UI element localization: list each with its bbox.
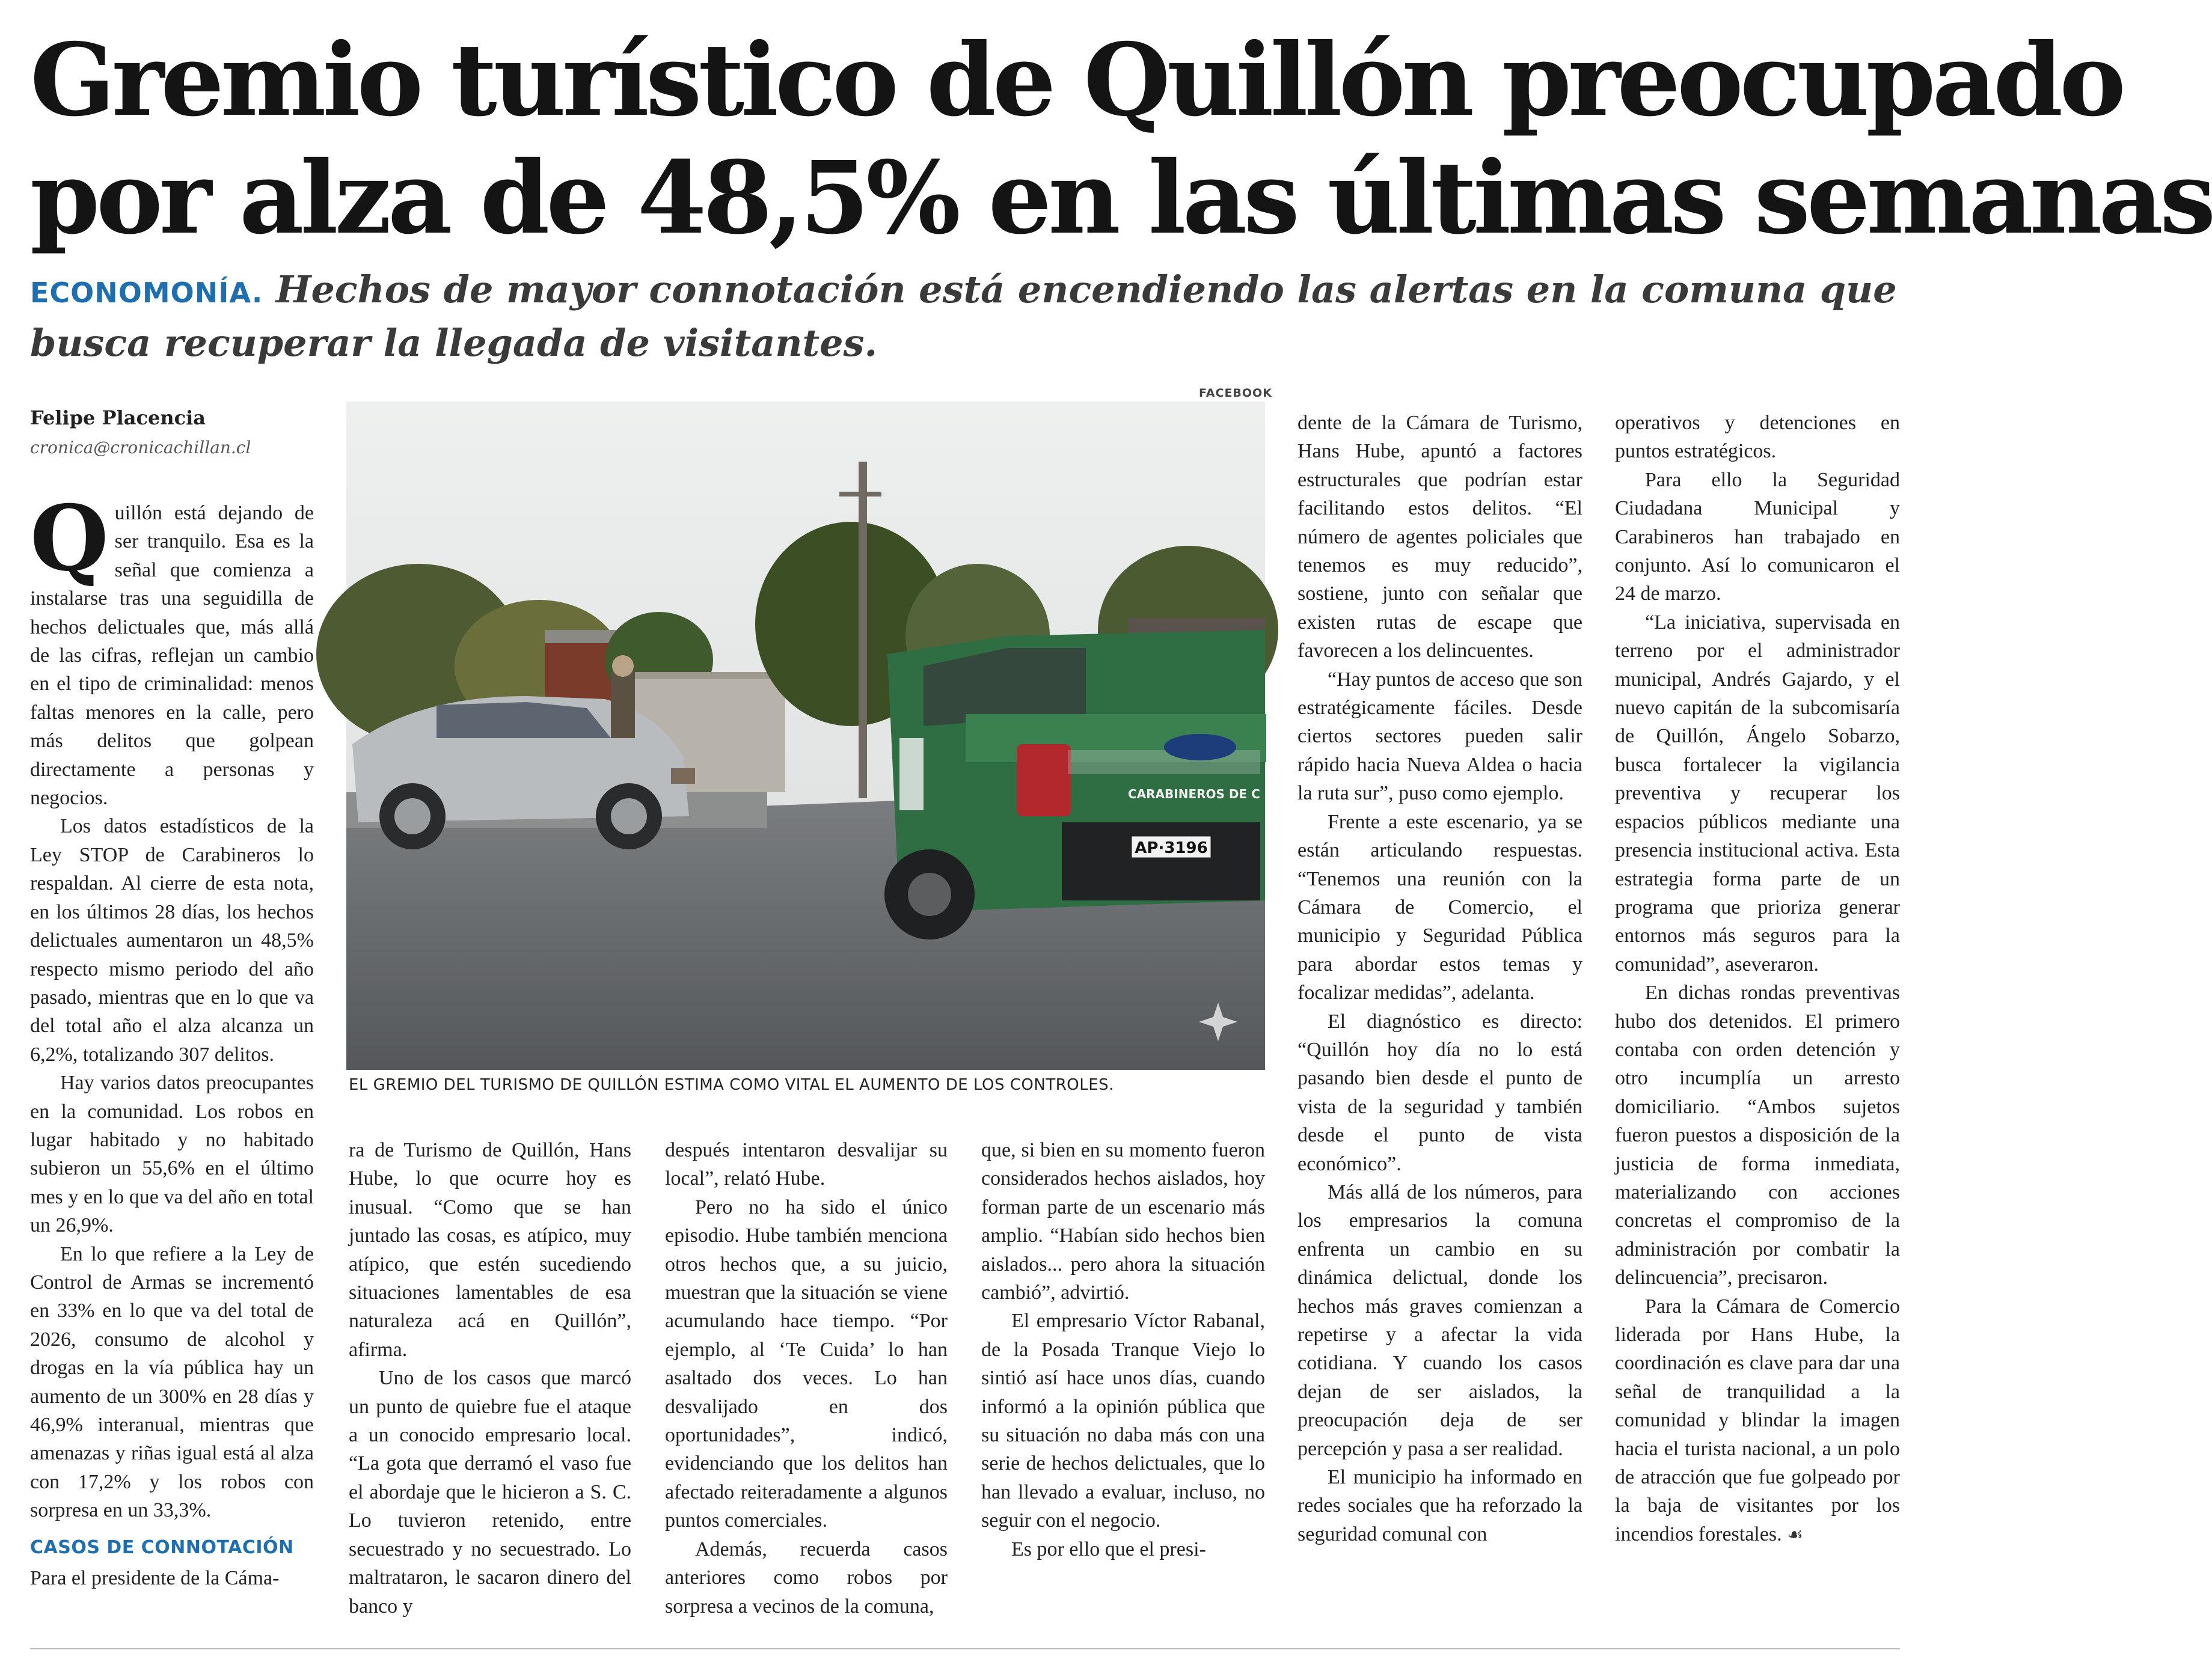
vehicle-label: CARABINEROS DE C bbox=[1128, 787, 1260, 801]
paragraph: En dichas rondas preventivas hubo dos detenidos. El primero contaba con orden detención y otro incumplía un arresto domiciliario. “Ambos sujetos fueron puestos a disposición de la justicia de forma inmediata, materializando con acciones concretas el compromiso de la administración por combatir la delincuencia”, precisaron. bbox=[1615, 982, 1900, 1289]
paragraph: Además, recuerda casos anteriores como robos por sorpresa a vecinos de la comuna, bbox=[665, 1538, 948, 1618]
paragraph: que, si bien en su momento fueron considerados hechos aislados, hoy forman parte de un escenario más amplio. “Habían sido hechos bien aislados... pero ahora la situación cambió”, advirtió. bbox=[981, 1139, 1265, 1304]
article-photo bbox=[346, 402, 1265, 1070]
headline bbox=[30, 22, 2212, 257]
street-scene-illustration bbox=[346, 402, 1265, 1070]
paragraph: Uno de los casos que marcó un punto de quiebre fue el ataque a un conocido empresario local. “La gota que derramó el vaso fue el abordaje que le hicieron a S. C. Lo tuvieron retenido, entre secuestrado y no secuestrado. Lo maltrataron, le sacaron dinero del banco y bbox=[349, 1367, 631, 1618]
bottom-rule bbox=[30, 1648, 1900, 1649]
deck bbox=[30, 264, 1900, 368]
paragraph: Para la Cámara de Comercio liderada por Hans Hube, la coordinación es clave para dar una señal de tranquilidad a la comunidad y blindar la imagen hacia el turista nacional, a un polo de atracción que fue golpeado por la baja de visitantes por los incendios forestales. ☙ bbox=[1615, 1295, 1900, 1545]
paragraph: En lo que refiere a la Ley de Control de Armas se incrementó en 33% en lo que va del total de 2026, consumo de alcohol y drogas en la vía pública hay un aumento de un 300% en 28 días y 46,9% interanual, mientras que amenazas y riñas igual está al alza con 17,2% y los robos con sorpresa en un 33,3%. bbox=[30, 1242, 314, 1522]
paragraph: El diagnóstico es directo: “Quillón hoy día no lo está pasando bien desde el punto de vista de la seguridad y también desde el punto de vista económico”. bbox=[1297, 1010, 1582, 1175]
section-tag: ECONOMONÍA. bbox=[30, 276, 263, 309]
article-column-5 bbox=[1297, 409, 1582, 1548]
paragraph: operativos y detenciones en puntos estratégicos. bbox=[1615, 412, 1900, 463]
paragraph: El empresario Víctor Rabanal, de la Posada Tranque Viejo lo sintió así hace unos días, cuando informó a la opinión pública que su situación no daba más con una serie de hechos delictuales, que lo han llevado a evaluar, incluso, no seguir con el negocio. bbox=[981, 1310, 1265, 1532]
paragraph: Es por ello que el presi- bbox=[1011, 1538, 1206, 1560]
article-column-3 bbox=[665, 1136, 948, 1621]
paragraph: ra de Turismo de Quillón, Hans Hube, lo que ocurre hoy es inusual. “Como que se han juntado las cosas, es atípico, muy atípico, que estén sucediendo situaciones lamentables de esa naturaleza acá en Quillón”, afirma. bbox=[349, 1139, 631, 1361]
photo-credit: FACEBOOK bbox=[1199, 386, 1272, 400]
paragraph: Quillón está dejando de ser tranquilo. Esa es la señal que comienza a instalarse tras una seguidilla de hechos delictuales que, más allá de las cifras, reflejan un cambio en el tipo de criminalidad: menos faltas menores en la calle, pero más delitos que golpean directamente a personas y negocios. bbox=[30, 486, 314, 810]
article-column-1 bbox=[30, 486, 314, 1592]
article-column-6 bbox=[1615, 409, 1900, 1549]
paragraph: Para el presidente de la Cáma- bbox=[30, 1567, 280, 1590]
paragraph: “La iniciativa, supervisada en terreno por el administrador municipal, Andrés Gajardo, y el nuevo capitán de la subcomisaría de Quillón, Ángelo Sobarzo, busca fortalecer la vigilancia preventiva y recuperar los espacios públicos mediante una presencia institucional activa. Esta estrategia forma parte de un programa que prioriza generar entornos más seguros para la comunidad”, aseveraron. bbox=[1615, 611, 1900, 976]
paragraph: Pero no ha sido el único episodio. Hube también menciona otros hechos que, a su juicio, muestran que la situación se viene acumulando hace tiempo. “Por ejemplo, al ‘Te Cuida’ lo han asaltado dos veces. Lo han desvalijado en dos oportunidades”, indicó, evidenciando que los delitos han afectado reiteradamente a algunos puntos comerciales. bbox=[665, 1196, 948, 1532]
paragraph: dente de la Cámara de Turismo, Hans Hube, apuntó a factores estructurales que podrían estar facilitando estos delitos. “El número de agentes policiales que tenemos es muy reducido”, sostiene, junto con señalar que existen rutas de escape que favorecen a los delincuentes. bbox=[1297, 412, 1582, 662]
paragraph: después intentaron desvalijar su local”, relató Hube. bbox=[665, 1139, 948, 1190]
end-mark-icon: ☙ bbox=[1787, 1524, 1803, 1545]
article-column-4 bbox=[981, 1136, 1265, 1563]
paragraph: Para ello la Seguridad Ciudadana Municipal y Carabineros han trabajado en conjunto. Así lo comunicaron el 24 de marzo. bbox=[1615, 468, 1900, 605]
subhead: CASOS DE CONNOTACIÓN bbox=[30, 1536, 294, 1558]
article-column-2 bbox=[349, 1136, 631, 1621]
paragraph: Frente a este escenario, ya se están articulando respuestas. “Tenemos una reunión con la Cámara de Comercio, el municipio y Seguridad Pública para abordar estos temas y focalizar medidas”, adelanta. bbox=[1297, 810, 1582, 1004]
paragraph: El municipio ha informado en redes sociales que ha reforzado la seguridad comunal con bbox=[1297, 1466, 1582, 1545]
paragraph: Los datos estadísticos de la Ley STOP de Carabineros lo respaldan. Al cierre de esta nota, en los últimos 28 días, los hechos delictuales aumentaron un 48,5% respecto mismo periodo del año pasado, mientras que en lo que va del total año el alza alcanza un 6,2%, totalizando 307 delitos. bbox=[30, 815, 314, 1066]
license-plate: AP·3196 bbox=[1135, 839, 1208, 857]
headline-line-1: Gremio turístico de Quillón preocupado bbox=[30, 22, 2122, 139]
author-name: Felipe Placencia bbox=[30, 406, 206, 429]
photo-caption: EL GREMIO DEL TURISMO DE QUILLÓN ESTIMA COMO VITAL EL AUMENTO DE LOS CONTROLES. bbox=[349, 1076, 1114, 1094]
drop-cap: Q bbox=[30, 486, 109, 591]
paragraph: “Hay puntos de acceso que son estratégicamente fáciles. Desde ciertos sectores pueden salir rápido hacia Nueva Aldea o hacia la ruta sur”, puso como ejemplo. bbox=[1297, 668, 1582, 805]
author-email: cronica@cronicachillan.cl bbox=[30, 438, 251, 457]
paragraph: Más allá de los números, para los empresarios la comuna enfrenta un cambio en su dinámica delictual, donde los hechos más graves comienzan a repetirse y a afectar la vida cotidiana. Y cuando los casos dejan de ser aislados, la preocupación deja de ser percepción y pasa a ser realidad. bbox=[1297, 1181, 1582, 1460]
deck-text: Hechos de mayor connotación está encendiendo las alertas en la comuna que busca recuperar la llegada de visitantes. bbox=[30, 267, 1897, 365]
paragraph: Hay varios datos preocupantes en la comunidad. Los robos en lugar habitado y no habitado subieron un 55,6% en el último mes y en lo que va del año en total un 26,9%. bbox=[30, 1072, 314, 1237]
headline-line-2: por alza de 48,5% en las últimas semanas bbox=[30, 139, 2212, 257]
